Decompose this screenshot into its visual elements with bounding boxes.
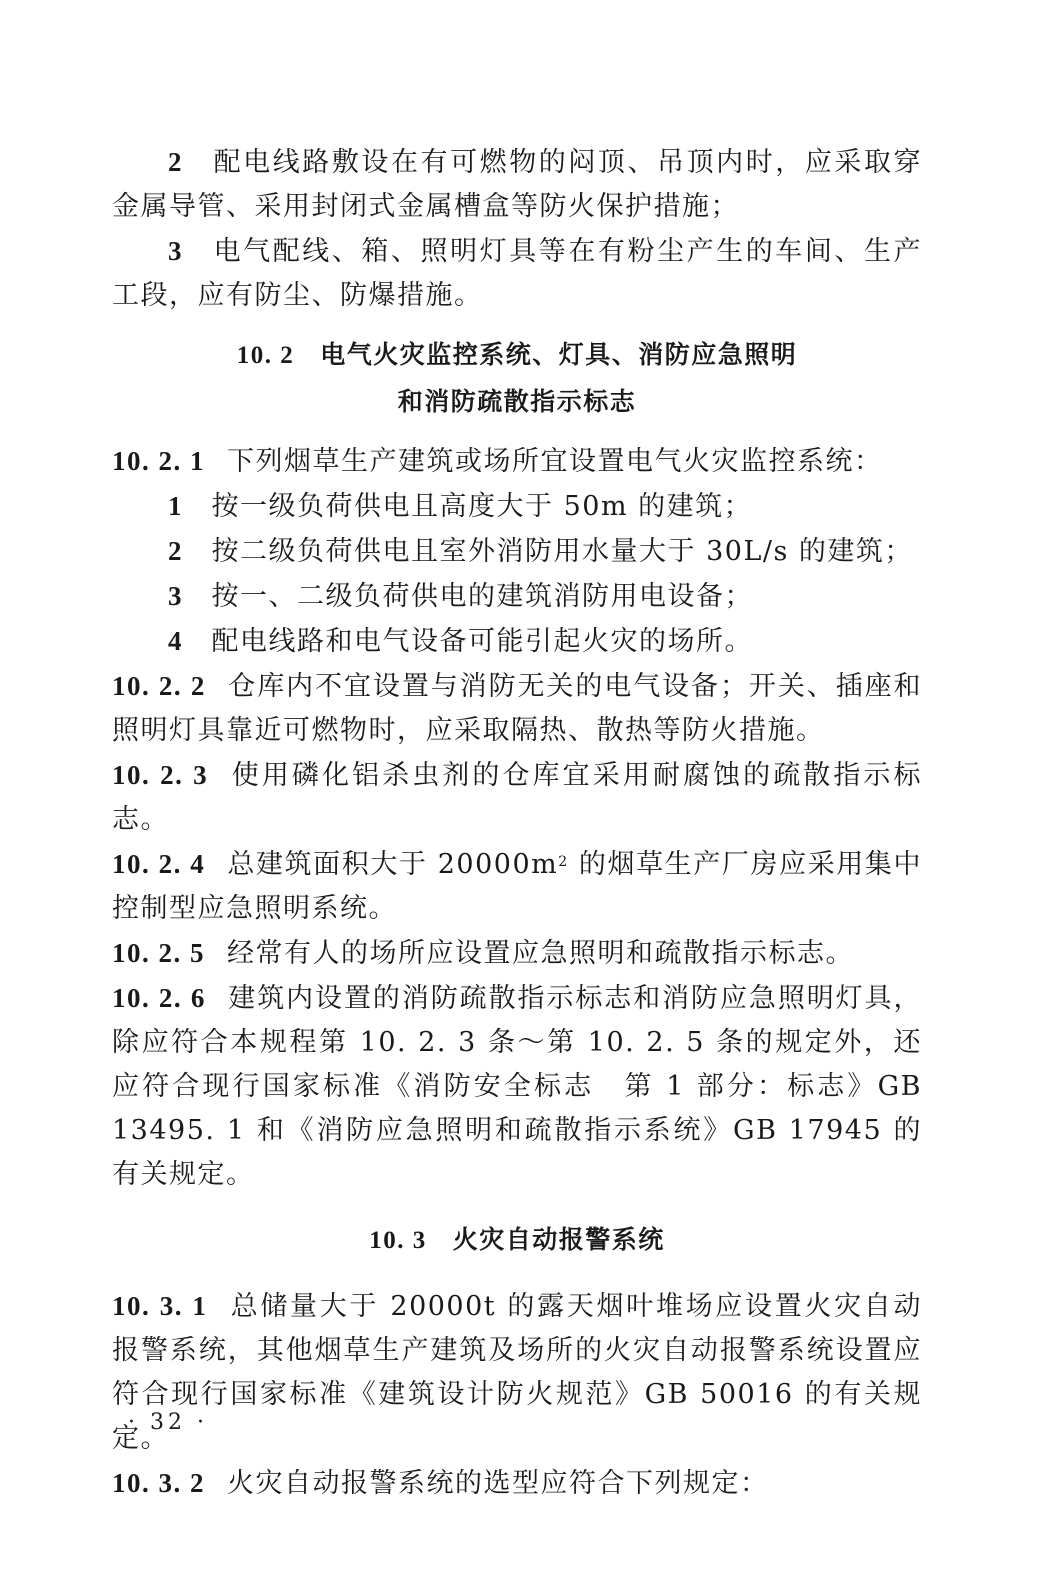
section-heading-10-2-line2: 和消防疏散指示标志 — [397, 387, 637, 416]
list-item: 3 电气配线、箱、照明灯具等在有粉尘产生的车间、生产工段，应有防尘、防爆措施。 — [112, 236, 923, 311]
section-heading-10-3: 10. 3 火灾自动报警系统 — [369, 1225, 665, 1254]
clause-10-2-3: 10. 2. 3 使用磷化铝杀虫剂的仓库宜采用耐腐蚀的疏散指示标志。 — [112, 760, 923, 835]
clause-10-2-4: 10. 2. 4 总建筑面积大于 $20000m^2$ 的烟草生产厂房应采用集中控制型应急照明系统。 — [112, 849, 923, 924]
clause-10-3-2: 10. 3. 2 火灾自动报警系统的选型应符合下列规定： — [112, 1468, 769, 1499]
clause-10-2-6: 10. 2. 6 建筑内设置的消防疏散指示标志和消防应急照明灯具，除应符合本规程第 10. 2. 3 条～第 10. 2. 5 条的规定外，还应符合现行国家标准《消防安全标志 第 1 部分：标志》GB 13495. 1 和《消防应急照明和疏散指示系统》GB 17945 的有关规定。 — [112, 983, 923, 1190]
list-item: 2 配电线路敷设在有可燃物的闷顶、吊顶内时，应采取穿金属导管、采用封闭式金属槽盒等防火保护措施； — [112, 147, 923, 222]
list-item: 1 按一级负荷供电且高度大于 50m 的建筑； — [168, 491, 753, 522]
section-heading-10-2: 10. 2 电气火灾监控系统、灯具、消防应急照明 — [236, 340, 798, 369]
page-number: · 32 · — [128, 1410, 208, 1435]
page-body — [112, 140, 922, 1506]
clause-10-3-1: 10. 3. 1 总储量大于 20000t 的露天烟叶堆场应设置火灾自动报警系统，其他烟草生产建筑及场所的火灾自动报警系统设置应符合现行国家标准《建筑设计防火规范》GB 50016 的有关规定。 — [112, 1291, 923, 1454]
list-item: 3 按一、二级负荷供电的建筑消防用电设备； — [168, 581, 753, 612]
list-item: 2 按二级负荷供电且室外消防用水量大于 30L/s 的建筑； — [168, 536, 913, 567]
list-item: 4 配电线路和电气设备可能引起火灾的场所。 — [168, 626, 753, 657]
clause-10-2-2: 10. 2. 2 仓库内不宜设置与消防无关的电气设备；开关、插座和照明灯具靠近可燃物时，应采取隔热、散热等防火措施。 — [112, 671, 923, 746]
clause-10-2-5: 10. 2. 5 经常有人的场所应设置应急照明和疏散指示标志。 — [112, 938, 854, 969]
clause-10-2-1: 10. 2. 1 下列烟草生产建筑或场所宜设置电气火灾监控系统： — [112, 446, 883, 477]
